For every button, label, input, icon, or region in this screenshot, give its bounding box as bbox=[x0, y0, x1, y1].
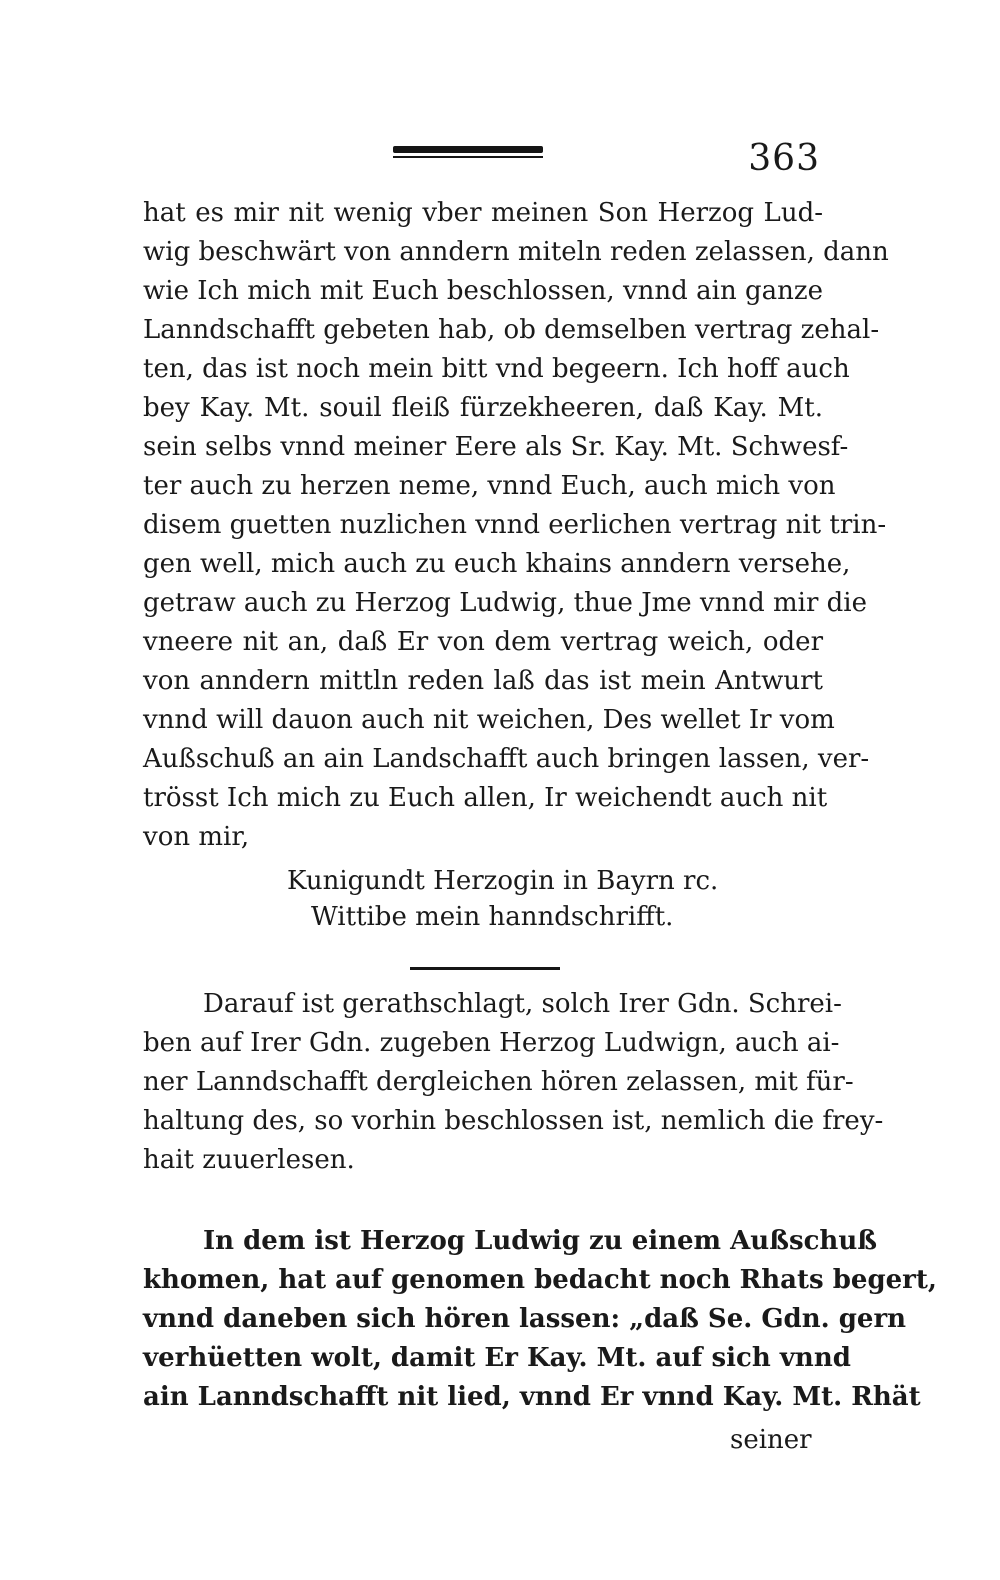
text-line: getraw auch zu Herzog Ludwig, thue Jme vnnd mir die bbox=[143, 588, 868, 618]
header-rule bbox=[393, 146, 543, 158]
header-rule-thin bbox=[393, 156, 543, 158]
text-line: sein selbs vnnd meiner Eere als Sr. Kay. Mt. Schwesf- bbox=[143, 432, 849, 462]
text-line: vnnd daneben sich hören lassen: „daß Se. Gdn. gern bbox=[143, 1304, 907, 1334]
text-line: Außschuß an ain Landschafft auch bringen lassen, ver- bbox=[143, 744, 870, 774]
paragraph-council-decision bbox=[143, 985, 884, 1180]
text-line: vneere nit an, daß Er von dem vertrag weich, oder bbox=[143, 627, 823, 657]
text-line: bey Kay. Mt. souil fleiß fürzekheeren, daß Kay. Mt. bbox=[143, 393, 823, 423]
text-line: trösst Ich mich zu Euch allen, Ir weichendt auch nit bbox=[143, 783, 828, 813]
signature-line-name: Kunigundt Herzogin in Bayrn rc. bbox=[287, 866, 719, 896]
text-line: vnnd will dauon auch nit weichen, Des wellet Ir vom bbox=[143, 705, 835, 735]
text-line: ben auf Irer Gdn. zugeben Herzog Ludwign, auch ai- bbox=[143, 1028, 840, 1058]
text-line: haltung des, so vorhin beschlossen ist, nemlich die frey- bbox=[143, 1106, 884, 1136]
text-line: disem guetten nuzlichen vnnd eerlichen vertrag nit trin- bbox=[143, 510, 887, 540]
text-line: hat es mir nit wenig vber meinen Son Herzog Lud- bbox=[143, 198, 823, 228]
paragraph-duke-ludwig bbox=[143, 1222, 937, 1417]
text-line: ten, das ist noch mein bitt vnd begeern. Ich hoff auch bbox=[143, 354, 850, 384]
text-line: Darauf ist gerathschlagt, solch Irer Gdn. Schrei- bbox=[203, 989, 842, 1019]
catchword: seiner bbox=[730, 1425, 812, 1455]
text-line: ain Lanndschafft nit lied, vnnd Er vnnd Kay. Mt. Rhät bbox=[143, 1382, 921, 1412]
text-line: gen well, mich auch zu euch khains anndern versehe, bbox=[143, 549, 851, 579]
text-line: khomen, hat auf genomen bedacht noch Rhats begert, bbox=[143, 1265, 937, 1295]
paragraph-letter-body bbox=[143, 194, 889, 857]
text-line: In dem ist Herzog Ludwig zu einem Außschuß bbox=[203, 1226, 877, 1256]
text-line: ter auch zu herzen neme, vnnd Euch, auch mich von bbox=[143, 471, 836, 501]
signature-line-title: Wittibe mein hanndschrifft. bbox=[311, 902, 674, 932]
text-line: verhüetten wolt, damit Er Kay. Mt. auf sich vnnd bbox=[143, 1343, 851, 1373]
page-number: 363 bbox=[748, 138, 820, 179]
text-line: von mir, bbox=[143, 822, 250, 852]
text-line: Lanndschafft gebeten hab, ob demselben vertrag zehal- bbox=[143, 315, 880, 345]
text-line: hait zuuerlesen. bbox=[143, 1145, 355, 1175]
section-divider bbox=[410, 967, 560, 970]
text-line: wie Ich mich mit Euch beschlossen, vnnd ain ganze bbox=[143, 276, 823, 306]
text-line: von anndern mittln reden laß das ist mein Antwurt bbox=[143, 666, 823, 696]
text-line: ner Lanndschafft dergleichen hören zelassen, mit für- bbox=[143, 1067, 854, 1097]
text-line: wig beschwärt von anndern miteln reden zelassen, dann bbox=[143, 237, 889, 267]
header-rule-thick bbox=[393, 146, 543, 153]
signature-block bbox=[0, 863, 1000, 935]
